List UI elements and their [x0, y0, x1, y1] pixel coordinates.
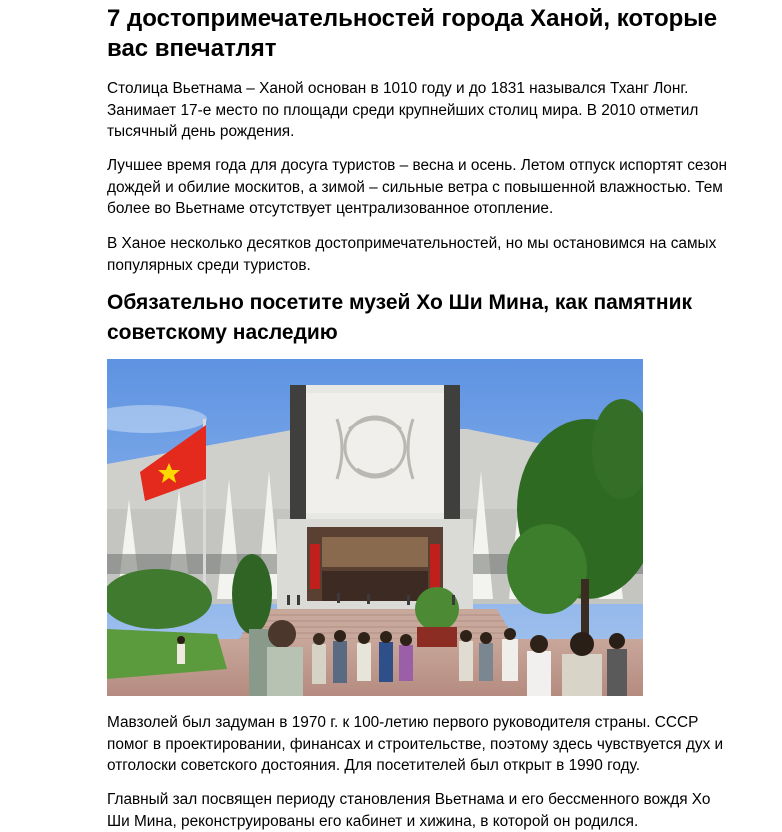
section-paragraph-2: Главный зал посвящен периоду становления Вьетнама и его бессменного вождя Хо Ши Мина, реконструированы его кабинет и хижина, в которой он родился. — [107, 791, 711, 830]
section-paragraph-1: Мавзолей был задуман в 1970 г. к 100-летию первого руководителя страны. СССР помог в проектировании, финансах и строительстве, поэтому здесь чувствуется дух и отголоски советского достояния. Для посетителей был открыт в 1990 году. — [107, 714, 724, 774]
intro-paragraph-3: В Ханое несколько десятков достопримечательностей, но мы остановимся на самых популярных среди туристов. — [107, 235, 717, 274]
article-title: 7 достопримечательностей города Ханой, которые вас впечатлят — [107, 5, 718, 62]
museum-photo — [107, 359, 643, 696]
intro-paragraph-1: Столица Вьетнама – Ханой основан в 1010 году и до 1831 назывался Тханг Лонг. Занимает 17-е место по площади среди крупнейших столиц мира. В 2010 отметил тысячный день рождения. — [107, 80, 699, 140]
section-heading: Обязательно посетите музей Хо Ши Мина, как памятник советскому наследию — [107, 291, 692, 344]
intro-paragraph-2: Лучшее время года для досуга туристов – весна и осень. Летом отпуск испортят сезон дождей и обилие москитов, а зимой – сильные ветра с повышенной влажностью. Тем более во Вьетнаме отсутствует централизованное отопление. — [107, 157, 728, 217]
